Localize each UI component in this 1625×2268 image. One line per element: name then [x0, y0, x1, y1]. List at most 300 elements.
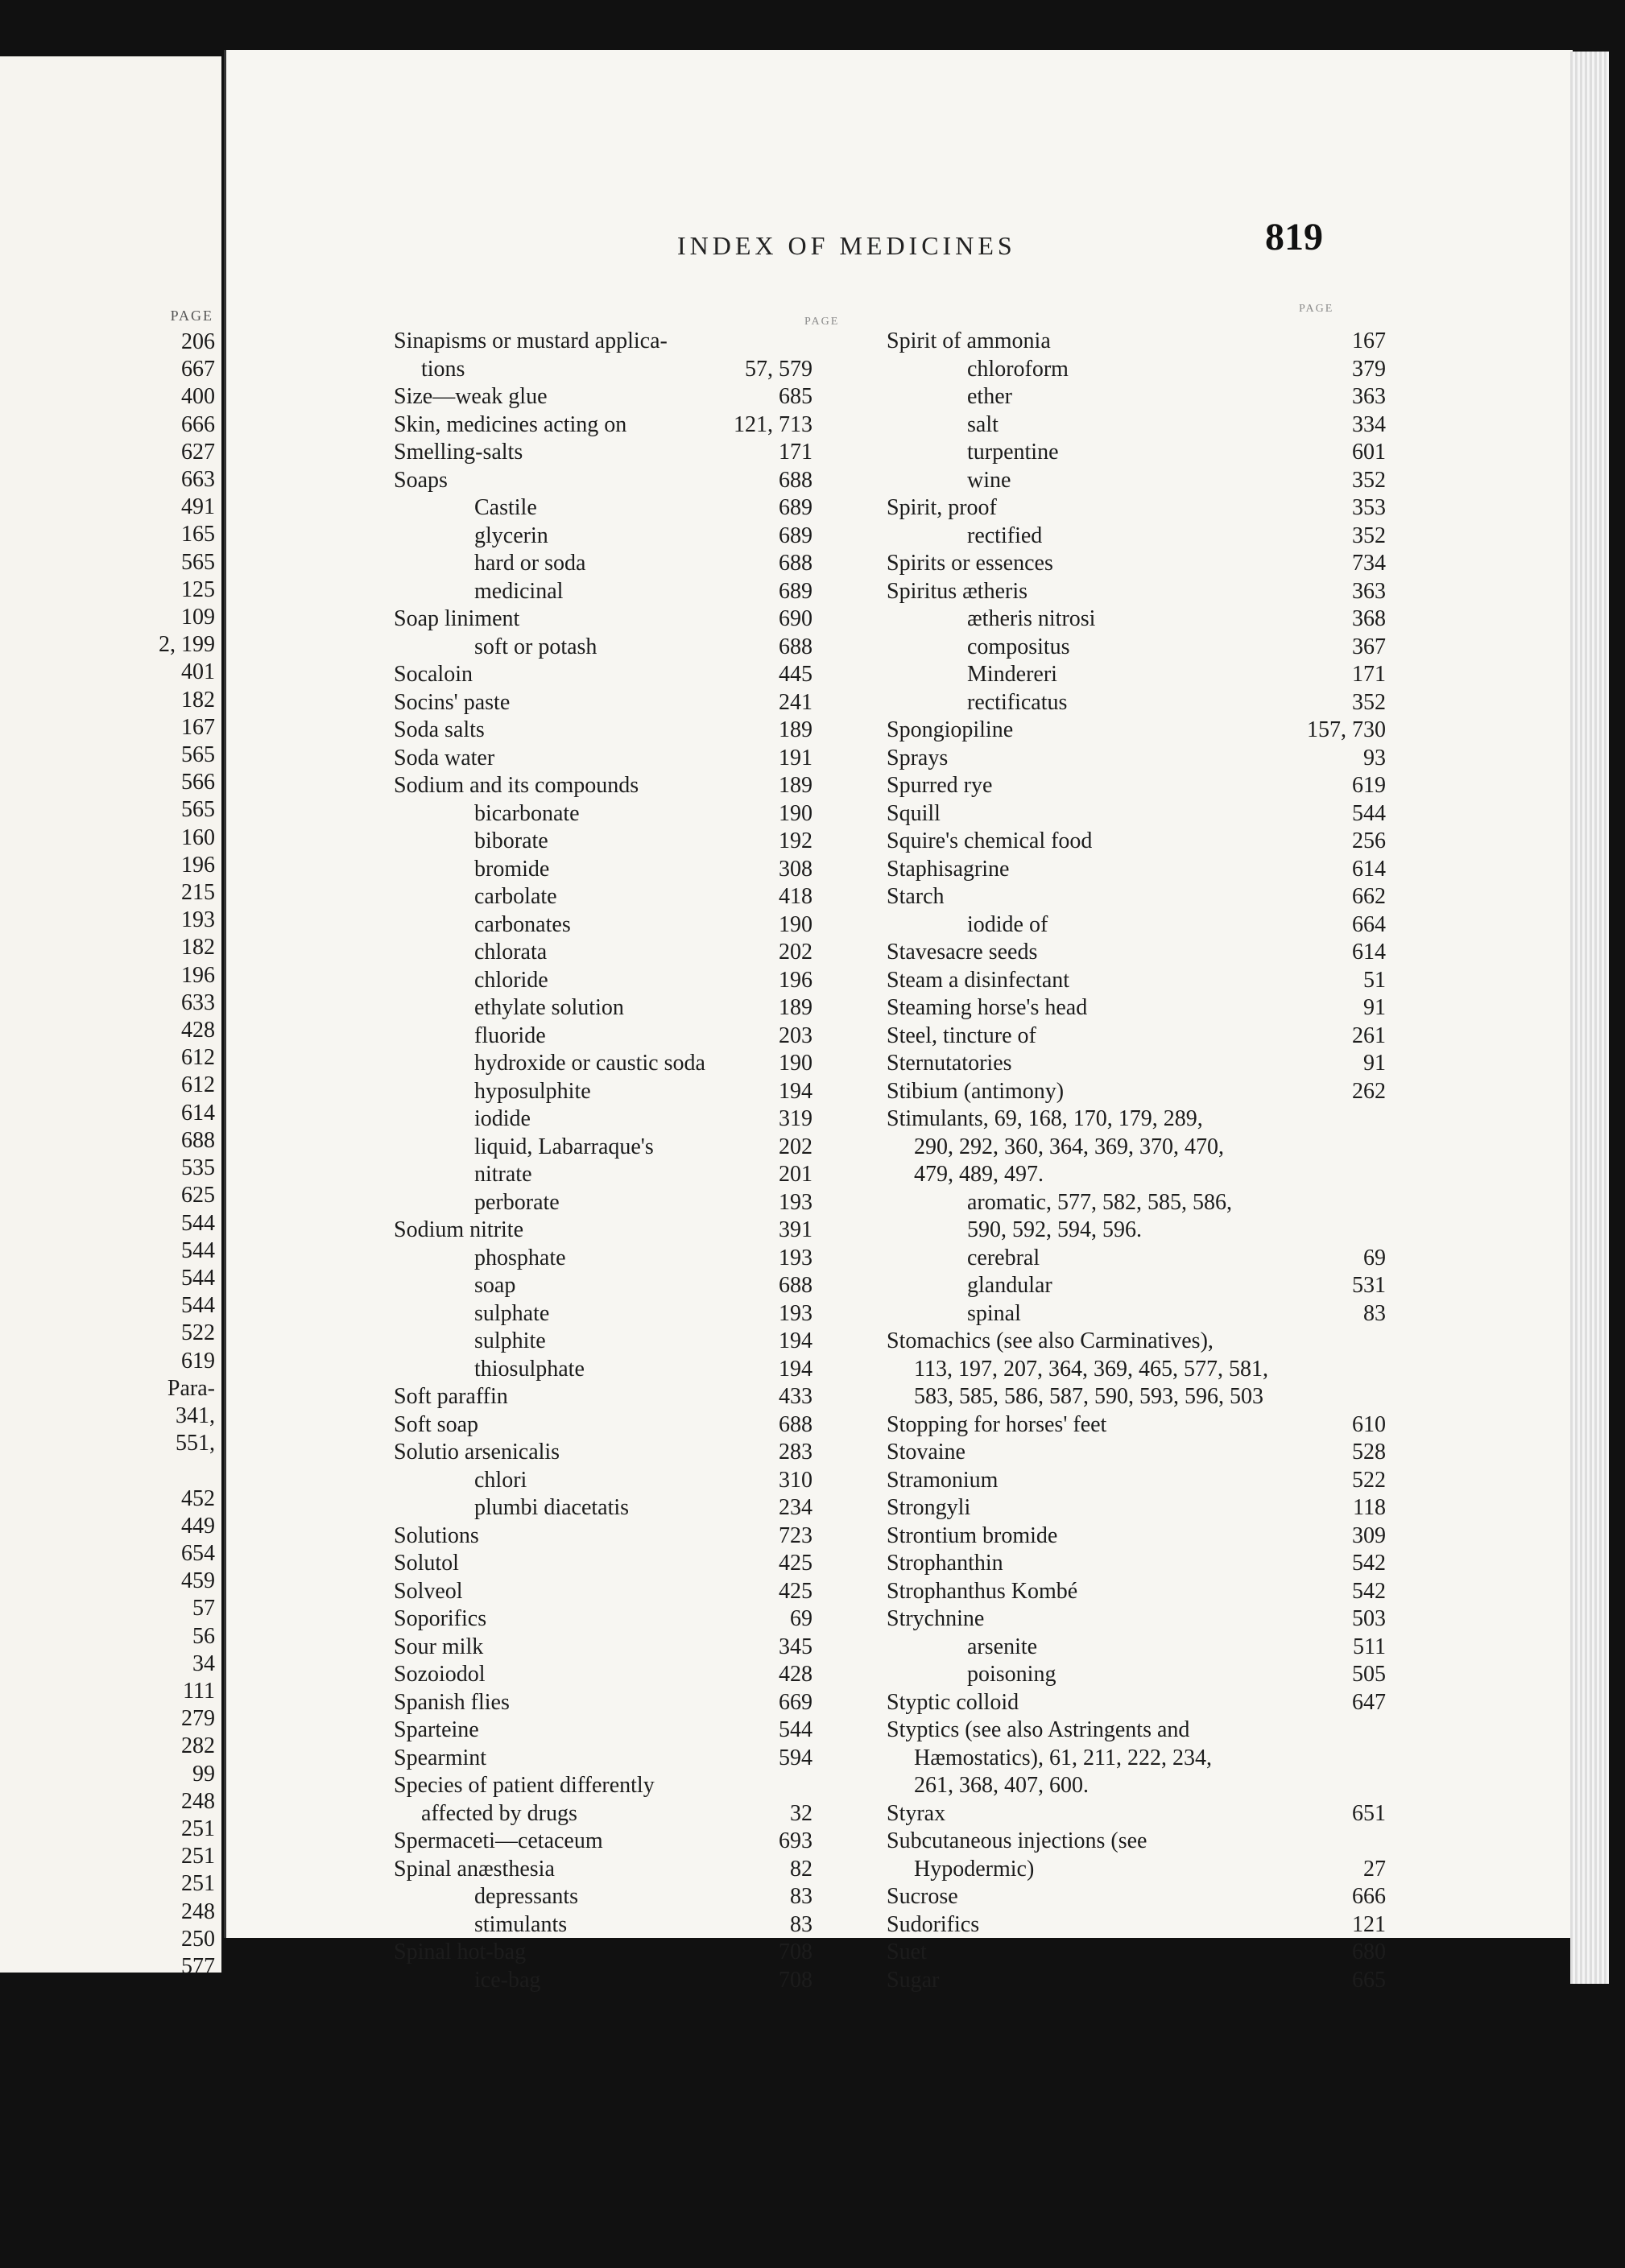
- index-entry: [394, 578, 812, 606]
- index-entry: [887, 1300, 1386, 1328]
- index-entry: [887, 1661, 1386, 1689]
- index-entry: [887, 1522, 1386, 1551]
- index-term: cerebral: [967, 1245, 1040, 1270]
- index-page-ref: 665: [1352, 1967, 1386, 1993]
- index-term: hard or soda: [474, 551, 586, 576]
- index-page-ref: 418: [779, 884, 812, 909]
- index-page-ref: 734: [1352, 551, 1386, 576]
- index-entry: [887, 1217, 1386, 1245]
- facing-page-number: 566: [181, 770, 215, 795]
- index-page-ref: 352: [1352, 689, 1386, 715]
- index-entry: [394, 1467, 812, 1495]
- facing-page-number: 251: [181, 1844, 215, 1869]
- index-page-ref: 503: [1352, 1606, 1386, 1631]
- index-entry: [887, 994, 1386, 1022]
- index-entry: [394, 1605, 812, 1634]
- index-entry: [887, 1967, 1386, 1995]
- facing-page-number: 111: [183, 1678, 215, 1704]
- page-edge: [1570, 52, 1609, 1984]
- index-term: tions: [421, 356, 465, 382]
- facing-page-number: 99: [192, 1761, 215, 1787]
- index-page-ref: 121: [1352, 1911, 1386, 1937]
- index-entry: [887, 939, 1386, 967]
- facing-page-number: 282: [181, 1733, 215, 1759]
- index-page-ref: 531: [1352, 1273, 1386, 1298]
- index-page-ref: 167: [1352, 328, 1386, 353]
- facing-page-number: 56: [192, 1623, 215, 1649]
- index-term: bromide: [474, 856, 550, 882]
- index-page-ref: 345: [779, 1634, 812, 1659]
- index-entry: [394, 1661, 812, 1689]
- facing-page-number: 193: [181, 907, 215, 933]
- index-term: carbonates: [474, 911, 571, 937]
- index-entry: [887, 1939, 1386, 1967]
- index-term: Staphisagrine: [887, 856, 1010, 882]
- index-term: stimulants: [474, 1911, 568, 1937]
- index-page-ref: 91: [1363, 1051, 1386, 1076]
- index-entry: [394, 1550, 812, 1578]
- index-entry: [887, 1383, 1386, 1411]
- index-term: Stavesacre seeds: [887, 940, 1038, 965]
- index-page-ref: 688: [779, 1273, 812, 1298]
- index-entry: [887, 1105, 1386, 1134]
- facing-page-number: 248: [181, 1898, 215, 1924]
- index-entry: [394, 1800, 812, 1828]
- index-entry: [887, 634, 1386, 662]
- index-term: Strophanthus Kombé: [887, 1578, 1078, 1604]
- index-page-ref: 171: [779, 440, 812, 465]
- index-page-ref: 27: [1363, 1856, 1386, 1882]
- index-page-ref: 194: [779, 1328, 812, 1353]
- index-entry: [394, 717, 812, 745]
- facing-page-strip: [0, 56, 221, 1979]
- index-term: Spearmint: [394, 1745, 487, 1770]
- index-entry: [887, 1134, 1386, 1162]
- index-page-ref: 83: [790, 1911, 812, 1937]
- index-term: Styptics (see also Astringents and: [887, 1717, 1190, 1742]
- running-head: INDEX OF MEDICINES: [677, 231, 1016, 260]
- index-entry: [394, 411, 812, 440]
- index-entry: [394, 800, 812, 828]
- index-page-ref: 511: [1353, 1634, 1386, 1659]
- index-entry: [887, 661, 1386, 689]
- right-column-header: PAGE: [1299, 303, 1334, 315]
- facing-page-number: 428: [181, 1018, 215, 1043]
- index-term: Sugar: [887, 1967, 940, 1993]
- index-page-ref: 542: [1352, 1578, 1386, 1604]
- index-entry: [394, 523, 812, 551]
- index-page-ref: 662: [1352, 884, 1386, 909]
- facing-page-number: 182: [181, 687, 215, 713]
- index-entry: [394, 494, 812, 523]
- index-entry: [394, 550, 812, 578]
- right-index-column: [887, 328, 1386, 1994]
- index-entry: [887, 883, 1386, 911]
- index-term: Size—weak glue: [394, 384, 548, 409]
- index-term: glandular: [967, 1273, 1052, 1298]
- facing-page-number: 612: [181, 1072, 215, 1098]
- index-page-ref: 93: [1363, 745, 1386, 770]
- index-term: Spurred rye: [887, 773, 993, 798]
- index-term: iodide: [474, 1106, 531, 1131]
- facing-page-number: 625: [181, 1183, 215, 1208]
- index-page-ref: 241: [779, 689, 812, 715]
- index-term: hydroxide or caustic soda: [474, 1051, 705, 1076]
- index-entry: [887, 1022, 1386, 1051]
- index-term: soft or potash: [474, 634, 597, 659]
- index-page-ref: 201: [779, 1162, 812, 1187]
- index-page-ref: 363: [1352, 384, 1386, 409]
- index-entry: [887, 411, 1386, 440]
- facing-page-number: 614: [181, 1100, 215, 1126]
- facing-page-number: 125: [181, 576, 215, 602]
- index-entry: [394, 1745, 812, 1773]
- index-page-ref: 428: [779, 1662, 812, 1687]
- index-entry: [887, 1550, 1386, 1578]
- index-page-ref: 669: [779, 1689, 812, 1715]
- facing-page-number: 57: [192, 1596, 215, 1621]
- index-entry: [887, 1911, 1386, 1940]
- index-entry: [887, 717, 1386, 745]
- index-entry: [887, 523, 1386, 551]
- index-term: Solutol: [394, 1551, 459, 1576]
- facing-page-number: 196: [181, 962, 215, 988]
- facing-page-number: 248: [181, 1788, 215, 1814]
- index-page-ref: 202: [779, 1134, 812, 1159]
- index-entry: [394, 1050, 812, 1078]
- index-page-ref: 614: [1352, 856, 1386, 882]
- index-entry: [887, 1883, 1386, 1911]
- index-term: Stramonium: [887, 1467, 999, 1493]
- index-term: Spermaceti—cetaceum: [394, 1828, 603, 1853]
- index-page-ref: 319: [779, 1106, 812, 1131]
- index-term: poisoning: [967, 1662, 1056, 1687]
- index-page-ref: 118: [1353, 1495, 1386, 1520]
- index-term: chlorata: [474, 940, 548, 965]
- page-number: 819: [1265, 216, 1323, 258]
- index-entry: [887, 605, 1386, 634]
- facing-page-number: 250: [181, 1926, 215, 1952]
- index-page-ref: 82: [790, 1856, 812, 1882]
- index-entry: [887, 967, 1386, 995]
- index-entry: [394, 1578, 812, 1606]
- index-term: Spongiopiline: [887, 717, 1014, 742]
- index-entry: [394, 1022, 812, 1051]
- facing-page-column-header: PAGE: [170, 308, 213, 324]
- index-entry: [887, 689, 1386, 717]
- index-entry: [394, 1439, 812, 1467]
- index-term: Sodium and its compounds: [394, 773, 639, 798]
- index-term: Sprays: [887, 745, 949, 770]
- index-page-ref: 708: [779, 1940, 812, 1964]
- index-entry: [887, 1272, 1386, 1300]
- index-entry: [887, 1356, 1386, 1384]
- index-entry: [394, 1217, 812, 1245]
- index-entry: [887, 772, 1386, 800]
- index-page-ref: 544: [779, 1717, 812, 1742]
- index-term: hyposulphite: [474, 1078, 591, 1104]
- index-entry: [394, 1634, 812, 1662]
- index-entry: [394, 328, 812, 356]
- index-page-ref: 193: [779, 1300, 812, 1326]
- index-term: Strongyli: [887, 1495, 971, 1520]
- index-page-ref: 334: [1352, 411, 1386, 437]
- index-term: affected by drugs: [421, 1800, 577, 1826]
- index-page-ref: 601: [1352, 440, 1386, 465]
- index-term: glycerin: [474, 523, 548, 548]
- index-term: Sudorifics: [887, 1911, 980, 1937]
- index-term: medicinal: [474, 578, 564, 604]
- index-page-ref: 194: [779, 1356, 812, 1382]
- index-page-ref: 610: [1352, 1411, 1386, 1437]
- index-entry: [394, 1939, 812, 1967]
- index-entry: [394, 661, 812, 689]
- index-page-ref: 69: [1363, 1245, 1386, 1270]
- index-page-ref: 83: [790, 1884, 812, 1909]
- facing-page-number: 491: [181, 494, 215, 520]
- facing-page-number: 452: [181, 1485, 215, 1511]
- index-term: ethylate solution: [474, 995, 624, 1020]
- index-entry: [887, 439, 1386, 467]
- facing-page-number: 627: [181, 439, 215, 465]
- index-entry: [394, 1522, 812, 1551]
- index-page: [224, 50, 1573, 1993]
- index-page-ref: 171: [1352, 662, 1386, 687]
- facing-page-number: 544: [181, 1265, 215, 1291]
- index-page-ref: 664: [1352, 911, 1386, 937]
- facing-page-number: 251: [181, 1871, 215, 1897]
- index-page-ref: 69: [790, 1606, 812, 1631]
- index-entry: [887, 856, 1386, 884]
- index-page-ref: 363: [1352, 578, 1386, 604]
- index-entry: [394, 1134, 812, 1162]
- index-page-ref: 651: [1352, 1800, 1386, 1826]
- facing-page-number: 449: [181, 1513, 215, 1539]
- index-term: aromatic, 577, 582, 585, 586,: [967, 1189, 1232, 1215]
- index-term: nitrate: [474, 1162, 532, 1187]
- index-page-ref: 688: [779, 1411, 812, 1437]
- index-term: rectified: [967, 523, 1043, 548]
- index-term: 290, 292, 360, 364, 369, 370, 470,: [914, 1134, 1224, 1159]
- index-entry: [887, 1467, 1386, 1495]
- index-page-ref: 680: [1352, 1940, 1386, 1964]
- facing-page-number: 612: [181, 1045, 215, 1071]
- index-term: Soporifics: [394, 1606, 487, 1631]
- index-page-ref: 189: [779, 717, 812, 742]
- facing-page-number: 667: [181, 357, 215, 382]
- index-entry: [394, 745, 812, 773]
- index-page-ref: 647: [1352, 1689, 1386, 1715]
- facing-page-number: 522: [181, 1320, 215, 1346]
- index-entry: [394, 1189, 812, 1217]
- index-entry: [394, 1161, 812, 1189]
- index-term: Solveol: [394, 1578, 463, 1604]
- facing-page-number: 279: [181, 1706, 215, 1732]
- index-term: ice-bag: [474, 1967, 541, 1993]
- index-term: Sinapisms or mustard applica-: [394, 328, 668, 353]
- index-term: Soft soap: [394, 1411, 478, 1437]
- index-term: Soda water: [394, 745, 495, 770]
- index-page-ref: 196: [779, 967, 812, 993]
- index-entry: [394, 1828, 812, 1856]
- index-entry: [394, 1494, 812, 1522]
- index-page-ref: 689: [779, 578, 812, 604]
- index-term: phosphate: [474, 1245, 566, 1270]
- index-entry: [394, 1356, 812, 1384]
- index-term: Soft paraffin: [394, 1384, 508, 1409]
- index-page-ref: 262: [1352, 1078, 1386, 1104]
- index-term: Smelling-salts: [394, 440, 523, 465]
- index-term: Spanish flies: [394, 1689, 510, 1715]
- index-page-ref: 689: [779, 495, 812, 520]
- index-entry: [887, 494, 1386, 523]
- facing-page-number: 654: [181, 1540, 215, 1566]
- index-entry: [394, 939, 812, 967]
- index-term: Sozoiodol: [394, 1662, 486, 1687]
- facing-page-number: 565: [181, 742, 215, 768]
- index-entry: [394, 1883, 812, 1911]
- index-entry: [887, 356, 1386, 384]
- index-entry: [887, 1856, 1386, 1884]
- index-entry: [887, 1716, 1386, 1745]
- facing-page-number: 544: [181, 1293, 215, 1319]
- index-entry: [887, 1634, 1386, 1662]
- index-entry: [887, 1689, 1386, 1717]
- index-entry: [394, 467, 812, 495]
- index-page-ref: 688: [779, 467, 812, 493]
- index-page-ref: 191: [779, 745, 812, 770]
- index-entry: [887, 1439, 1386, 1467]
- index-page-ref: 688: [779, 634, 812, 659]
- index-entry: [887, 1328, 1386, 1356]
- index-entry: [887, 1189, 1386, 1217]
- index-page-ref: 425: [779, 1578, 812, 1604]
- facing-page-number: 565: [181, 549, 215, 575]
- facing-page-number: 206: [181, 329, 215, 354]
- index-term: Solutio arsenicalis: [394, 1440, 560, 1464]
- index-term: Steel, tincture of: [887, 1022, 1036, 1048]
- index-term: 590, 592, 594, 596.: [967, 1217, 1142, 1242]
- index-term: 583, 585, 586, 587, 590, 593, 596, 503: [914, 1384, 1263, 1409]
- index-page-ref: 505: [1352, 1662, 1386, 1687]
- index-term: Stopping for horses' feet: [887, 1411, 1107, 1437]
- index-entry: [394, 772, 812, 800]
- index-page-ref: 685: [779, 384, 812, 409]
- index-term: Strophanthin: [887, 1551, 1003, 1576]
- index-term: Spirit, proof: [887, 495, 997, 520]
- index-term: Hæmostatics), 61, 211, 222, 234,: [914, 1745, 1212, 1770]
- index-page-ref: 542: [1352, 1551, 1386, 1576]
- index-page-ref: 689: [779, 523, 812, 548]
- index-term: turpentine: [967, 440, 1059, 465]
- index-term: Subcutaneous injections (see: [887, 1828, 1147, 1853]
- index-entry: [887, 1800, 1386, 1828]
- index-term: salt: [967, 411, 999, 437]
- index-entry: [887, 1245, 1386, 1273]
- index-term: chlori: [474, 1467, 527, 1493]
- index-page-ref: 309: [1352, 1522, 1386, 1548]
- index-term: spinal: [967, 1300, 1021, 1326]
- index-page-ref: 189: [779, 995, 812, 1020]
- facing-page-number: 688: [181, 1127, 215, 1153]
- index-page-ref: 83: [1363, 1300, 1386, 1326]
- index-term: Styrax: [887, 1800, 946, 1826]
- index-page-ref: 708: [779, 1967, 812, 1993]
- facing-page-number: 109: [181, 605, 215, 630]
- index-page-ref: 445: [779, 662, 812, 687]
- facing-page-number: 633: [181, 989, 215, 1015]
- index-term: Sucrose: [887, 1884, 958, 1909]
- index-term: plumbi diacetatis: [474, 1495, 630, 1520]
- index-term: chloroform: [967, 356, 1069, 382]
- index-page-ref: 91: [1363, 995, 1386, 1020]
- index-page-ref: 367: [1352, 634, 1386, 659]
- index-term: arsenite: [967, 1634, 1038, 1659]
- index-term: liquid, Labarraque's: [474, 1134, 654, 1159]
- index-entry: [394, 967, 812, 995]
- index-entry: [394, 1411, 812, 1440]
- index-page-ref: 256: [1352, 828, 1386, 853]
- index-term: rectificatus: [967, 689, 1068, 715]
- index-entry: [394, 994, 812, 1022]
- index-entry: [394, 1078, 812, 1106]
- index-page-ref: 57, 579: [745, 356, 812, 382]
- facing-page-number: 341,: [176, 1403, 215, 1428]
- index-entry: [394, 634, 812, 662]
- index-entry: [394, 605, 812, 634]
- facing-page-number: 535: [181, 1155, 215, 1181]
- index-term: bicarbonate: [474, 800, 580, 826]
- index-entry: [887, 1161, 1386, 1189]
- index-page-ref: 190: [779, 800, 812, 826]
- index-entry: [394, 1772, 812, 1800]
- index-term: Styptic colloid: [887, 1689, 1019, 1715]
- index-term: thiosulphate: [474, 1356, 585, 1382]
- index-page-ref: 693: [779, 1828, 812, 1853]
- facing-page-number: 251: [181, 1816, 215, 1841]
- index-page-ref: 194: [779, 1078, 812, 1104]
- index-term: perborate: [474, 1189, 560, 1215]
- index-term: Socaloin: [394, 662, 473, 687]
- index-term: biborate: [474, 828, 548, 853]
- index-term: Sodium nitrite: [394, 1217, 523, 1242]
- index-entry: [394, 689, 812, 717]
- index-entry: [394, 1328, 812, 1356]
- index-entry: [394, 856, 812, 884]
- index-page-ref: 619: [1352, 773, 1386, 798]
- index-entry: [394, 1300, 812, 1328]
- index-entry: [887, 1078, 1386, 1106]
- index-term: Socins' paste: [394, 689, 511, 715]
- index-page-ref: 614: [1352, 940, 1386, 965]
- facing-page-number: 401: [181, 659, 215, 685]
- index-term: Squill: [887, 800, 941, 826]
- index-term: Mindereri: [967, 662, 1057, 687]
- index-term: Soap liniment: [394, 606, 520, 631]
- index-term: Spiritus ætheris: [887, 578, 1028, 604]
- index-term: Hypodermic): [914, 1856, 1035, 1882]
- index-term: compositus: [967, 634, 1070, 659]
- index-term: Sparteine: [394, 1717, 479, 1742]
- index-page-ref: 51: [1363, 967, 1386, 993]
- index-term: fluoride: [474, 1022, 546, 1048]
- index-term: Steaming horse's head: [887, 995, 1088, 1020]
- facing-page-number: 544: [181, 1237, 215, 1263]
- index-term: Skin, medicines acting on: [394, 411, 627, 437]
- facing-page-number: Para-: [167, 1375, 215, 1401]
- index-entry: [887, 911, 1386, 940]
- index-entry: [887, 1050, 1386, 1078]
